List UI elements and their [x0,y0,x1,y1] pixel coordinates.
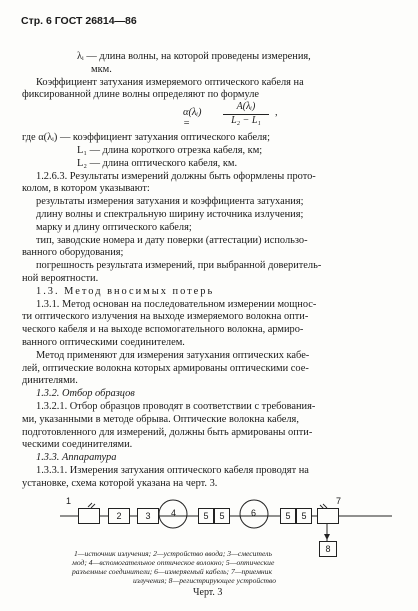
component-mode-mixer: 3 [137,508,159,524]
text-line: Метод применяют для измерения затухания оптических кабе- [36,350,310,361]
text-line: динителями. [22,375,78,386]
text-line: результаты измерения затухания и коэффициента затухания; [36,196,304,207]
subsection-heading: 1.3.2. Отбор образцов [36,388,135,399]
text-line: ванного оборудования; [22,247,124,258]
subsection-heading: 1.3.3. Аппаратура [36,452,117,463]
component-input-device: 2 [108,508,130,524]
text-line: L₁ — длина короткого отрезка кабеля, км; [77,145,263,156]
caption-line: разъемные соединители; 6—измеряемый кабель; 7—приемник [72,567,273,576]
caption-line: излучения; 8—регистрирующее устройство [133,576,277,585]
text-line: 1.3.3.1. Измерения затухания оптического кабеля проводят на [36,465,309,476]
page-header: Стр. 6 ГОСТ 26814—86 [21,15,137,27]
text-line: ти оптического излучения на выходе измеряемого волокна опти- [22,311,309,322]
text-line: Коэффициент затухания измеряемого оптического кабеля на [36,77,304,88]
text-line: где α(λᵢ) — коэффициент затухания оптического кабеля; [22,132,270,143]
text-line: длину волны и спектральную ширину источника излучения; [36,209,304,220]
caption-line: мод; 4—вспомогательное оптическое волокно; 5—оптические [72,558,275,567]
connector: 5 [296,508,312,524]
label-4: 4 [171,508,177,518]
label-1: 1 [66,496,72,506]
text-line: подготовленного для измерений, должны быть армированы опти- [22,427,313,438]
text-line: L₂ — длина оптического кабеля, км. [77,158,238,169]
text-line: ми, указанными в методе обрыва. Оптические волокна кабеля, [22,414,299,425]
formula-denominator: L₂ − L₁ [231,115,261,126]
text-line: 1.3.2.1. Отбор образцов проводят в соответствии с требования- [36,401,316,412]
figure-caption: Черт. 3 [193,587,223,598]
text-line: ческими соединителями. [22,439,133,450]
text-line: мкм. [91,64,112,75]
connector: 5 [280,508,296,524]
component-source [78,508,100,524]
connector: 5 [198,508,214,524]
text-line: колом, в котором указывают: [22,183,150,194]
component-recorder: 8 [319,541,337,557]
text-line: ной вероятности. [22,273,99,284]
text-line: λᵢ — длина волны, на которой проведены измерения, [77,51,311,62]
text-line: установке, схема которой указана на черт. 3. [22,478,218,489]
formula-numerator: A(λᵢ) [236,101,256,112]
text-line: ческого кабеля и на выходе вспомогательного волокна, армиро- [22,324,304,335]
text-line: фиксированной длине волны определяют по формуле [22,89,260,100]
connector: 5 [214,508,230,524]
text-line: марку и длину оптического кабеля; [36,222,192,233]
formula-lhs: α(λᵢ) = [183,107,202,129]
label-6: 6 [251,508,257,518]
text-line: лей, оптические волокна которых армированы оптическими сое- [22,363,309,374]
formula-end: , [275,107,278,118]
text-line: 1.3.1. Метод основан на последовательном измерении мощнос- [36,299,317,310]
section-heading: 1.3. Метод вносимых потерь [36,286,215,297]
label-7: 7 [336,496,342,506]
caption-line: 1—источник излучения; 2—устройство ввода; 3—смеситель [74,549,272,558]
component-receiver [317,508,339,524]
text-line: погрешность результата измерений, при выбранной доверитель- [36,260,322,271]
text-line: 1.2.6.3. Результаты измерений должны быть оформлены прото- [36,171,316,182]
text-line: тип, заводские номера и дату поверки (аттестации) использо- [36,235,308,246]
text-line: ванного оптическими соединителем. [22,337,185,348]
